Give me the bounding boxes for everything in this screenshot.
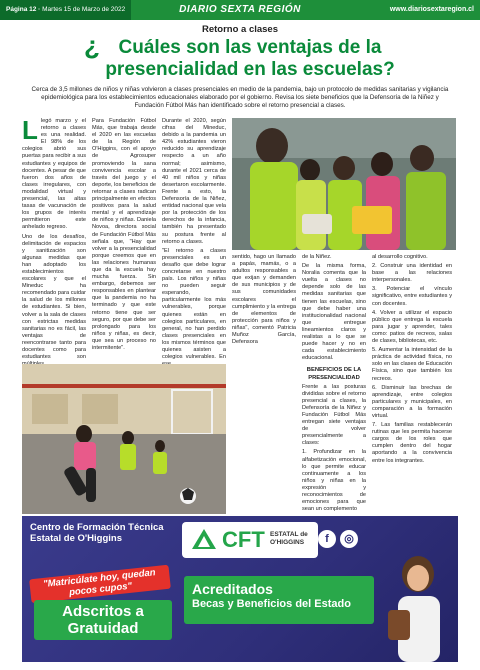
drop-cap: L: [22, 115, 38, 145]
ad-institution-name: Centro de Formación Técnica Estatal de O'Higgins: [30, 522, 164, 544]
ad-accredited-title: Acreditados: [192, 581, 273, 597]
list-item: 3. Potenciar el vínculo significativo, entre estudiantes y con docentes.: [372, 286, 452, 307]
paragraph: Frente a las posturas divididas sobre el retorno presencial a clases, la Defensoría de la Niñez y Fundación Fútbol Más entregan siete ventajas de volver presencialmente a clases:: [302, 383, 366, 447]
facebook-icon[interactable]: f: [318, 530, 336, 548]
ad-promo-badge: "Matricúlate hoy, quedan pocos cupos": [29, 565, 171, 604]
column-3: [162, 118, 226, 370]
article-kicker: Retorno a clases: [201, 24, 279, 35]
column-2: [92, 118, 156, 354]
issue-date: Martes 15 de Marzo de 2022: [42, 6, 126, 13]
newspaper-name: DIARIO SEXTA REGIÓN: [179, 4, 301, 15]
cft-logo-text: CFT: [222, 527, 265, 552]
ad-gratuity-badge: Adscritos a Gratuidad: [34, 600, 172, 640]
list-item: 5. Aumentar la intensidad de la práctica de actividad física, no solo en las clases de Educación Física, sino que también los recreos.: [372, 347, 452, 382]
classroom-photo-art: [232, 118, 456, 250]
instagram-icon[interactable]: ◎: [340, 530, 358, 548]
cft-logo-subtitle: ESTATAL de O'HIGGINS: [270, 531, 308, 546]
article-title: Cuáles son las ventajas de la presencialidad en las escuelas?: [105, 37, 395, 80]
website-link[interactable]: www.diariosextaregion.cl: [389, 6, 474, 13]
cft-logo-mark-icon: [190, 527, 218, 553]
advertisement-banner[interactable]: [22, 516, 458, 662]
paragraph: "El retorno a clases presenciales es un desafío que debe lograr concretarse en nuestro país. Los niños y niñas no pueden seguir esperando, particularmente los más vulnerables, porque quienes están en colegios particulares, en general, no han perdido clases presenciales en los mismos términos que quienes asisten a colegios vulnerables. En: [162, 247, 226, 361]
paragraph: De la misma forma, Noralia comenta que la vuelta a clases no depende solo de las medidas sanitarias que tienen las escuelas, sino que debe haber una institucionalidad nacional que entregue lineamientos claros y realistas a lo que se puede hacer y no en cada establecimiento educacional.: [302, 263, 366, 362]
paragraph: Para Fundación Fútbol Más, que trabaja desde el 2020 en las escuelas de la Región de O'Higgins, con el apoyo de Agrosuper promoviendo la sana convivencia escolar a través del juego y el deporte, los beneficios de retornar a clases radican principalmente en efectos positivos para la salud mental y el aprendizaje de niños y niñas. Daniela Novoa, directora social de Fundación Fútbol Más señala que, "Hay que volver a la presencialidad porque creemos que en las relaciones humanas que da la escuela hay mucha fuerza. Sin embargo, debemos ser responsables en plantear que la pandemia no ha terminado y que este retorno tiene que ser seguro, por que debe ser prolongado para los niños y niñas, es decir, que sea un proceso no intermitente".: [92, 118, 156, 351]
classroom-photo: [232, 118, 456, 250]
football-photo-art: [22, 364, 226, 514]
column-6: [372, 254, 452, 467]
paragraph: Durante el 2020, según cifras del Mineduc, debido a la pandemia un 42% estudiantes vieron reducido su aprendizaje respecto a un año normal; asimismo, durante el 2021 cerca de 40 mil niños y niñas desertaron escolarmente. Frente a esto, la Defensoría de la Niñez, entidad nacional que vela por la protección de los derechos de la infancia, también ha presentado su postura frente al retorno a clases.: [162, 118, 226, 245]
ad-accredited-panel: [184, 576, 374, 624]
list-item: 7. Las familias restablecerán rutinas que les permita hacerse cargos de los roles que cumplen dentro del hogar aportando a la convivencia entre los integrantes.: [372, 422, 452, 464]
paragraph: sentido, hago un llamado a papás, mamás, o a adultos responsables a que exijan y demanden de sus municipios y de sus comunidades escolares el cumplimiento y la entrega de elementos de protección para niños y niñas", comentó Patricia Muñoz García, Defensora: [232, 254, 296, 346]
list-item: 2. Construir una identidad en base a las relaciones interpersonales.: [372, 263, 452, 284]
column-1: [22, 115, 86, 370]
column-5: [302, 254, 366, 515]
article-lead: Cerca de 3,5 millones de niños y niñas volvieron a clases presenciales en medio de la pandemia, bajo un protocolo de medidas sanitarias y vigilancia epidemiológica para los establecimientos educacionales elaborado por el gobierno. Revisa los siete beneficios que la Defensoría de la Niñez y Fundación Fútbol Más han identificado sobre el retorno presencial a clases.: [31, 86, 449, 109]
list-item: 4. Volver a utilizar el espacio público que entrega la escuela para jugar y aprender, tales como: patios de recreos, salas de clases, bibliotecas, etc.: [372, 309, 452, 345]
paragraph: Uno de los desafíos, delimitación de espacios y sanitización son algunas medidas que han adoptado los establecimientos escolares y que el Mineduc ha recomendado para cuidar la salud de los millones de estudiantes. Si bien, volver a la sala de clases con estrictas medidas sanitarias no es fácil, las ventajas de reencontrarse tanto para docentes como para estudiantes son: [22, 233, 86, 361]
student-image: [384, 552, 448, 662]
cft-logo: [182, 522, 318, 558]
paragraph: de la Niñez.: [302, 254, 332, 260]
header-bar: [0, 0, 480, 20]
ad-benefits-text: Becas y Beneficios del Estado: [192, 598, 351, 610]
football-photo: [22, 364, 226, 514]
title-question-mark: ¿: [84, 30, 100, 60]
list-item: al desarrollo cognitivo.: [372, 254, 428, 260]
paragraph: 1. Profundizar en la alfabetización emocional, lo que permite educar continuamente a los niños y niñas en la expresión y reconocimientos de emociones para que sean un complemento: [302, 449, 366, 513]
column-4: [232, 254, 296, 348]
list-item: 6. Disminuir las brechas de aprendizaje, entre colegios particulares y municipales, en comparación a la formación virtual.: [372, 384, 452, 419]
paragraph: legó marzo y el retorno a clases es una realidad. El 98% de los colegios abrió sus puertas para recibir a sus estudiantes y equipos de docentes. A pesar de que fueron dos años de clases irregulares, con modalidad virtual y presencial, las altas tasas de vacunación de los grupos de interés permitieron este anhelado regreso.: [22, 118, 86, 231]
page-info: Página 12 · Martes 15 de Marzo de 2022: [0, 0, 131, 20]
page-number: Página 12: [6, 6, 37, 13]
section-subheading: BENEFICIOS DE LA PRESENCIALIDAD: [306, 367, 362, 381]
